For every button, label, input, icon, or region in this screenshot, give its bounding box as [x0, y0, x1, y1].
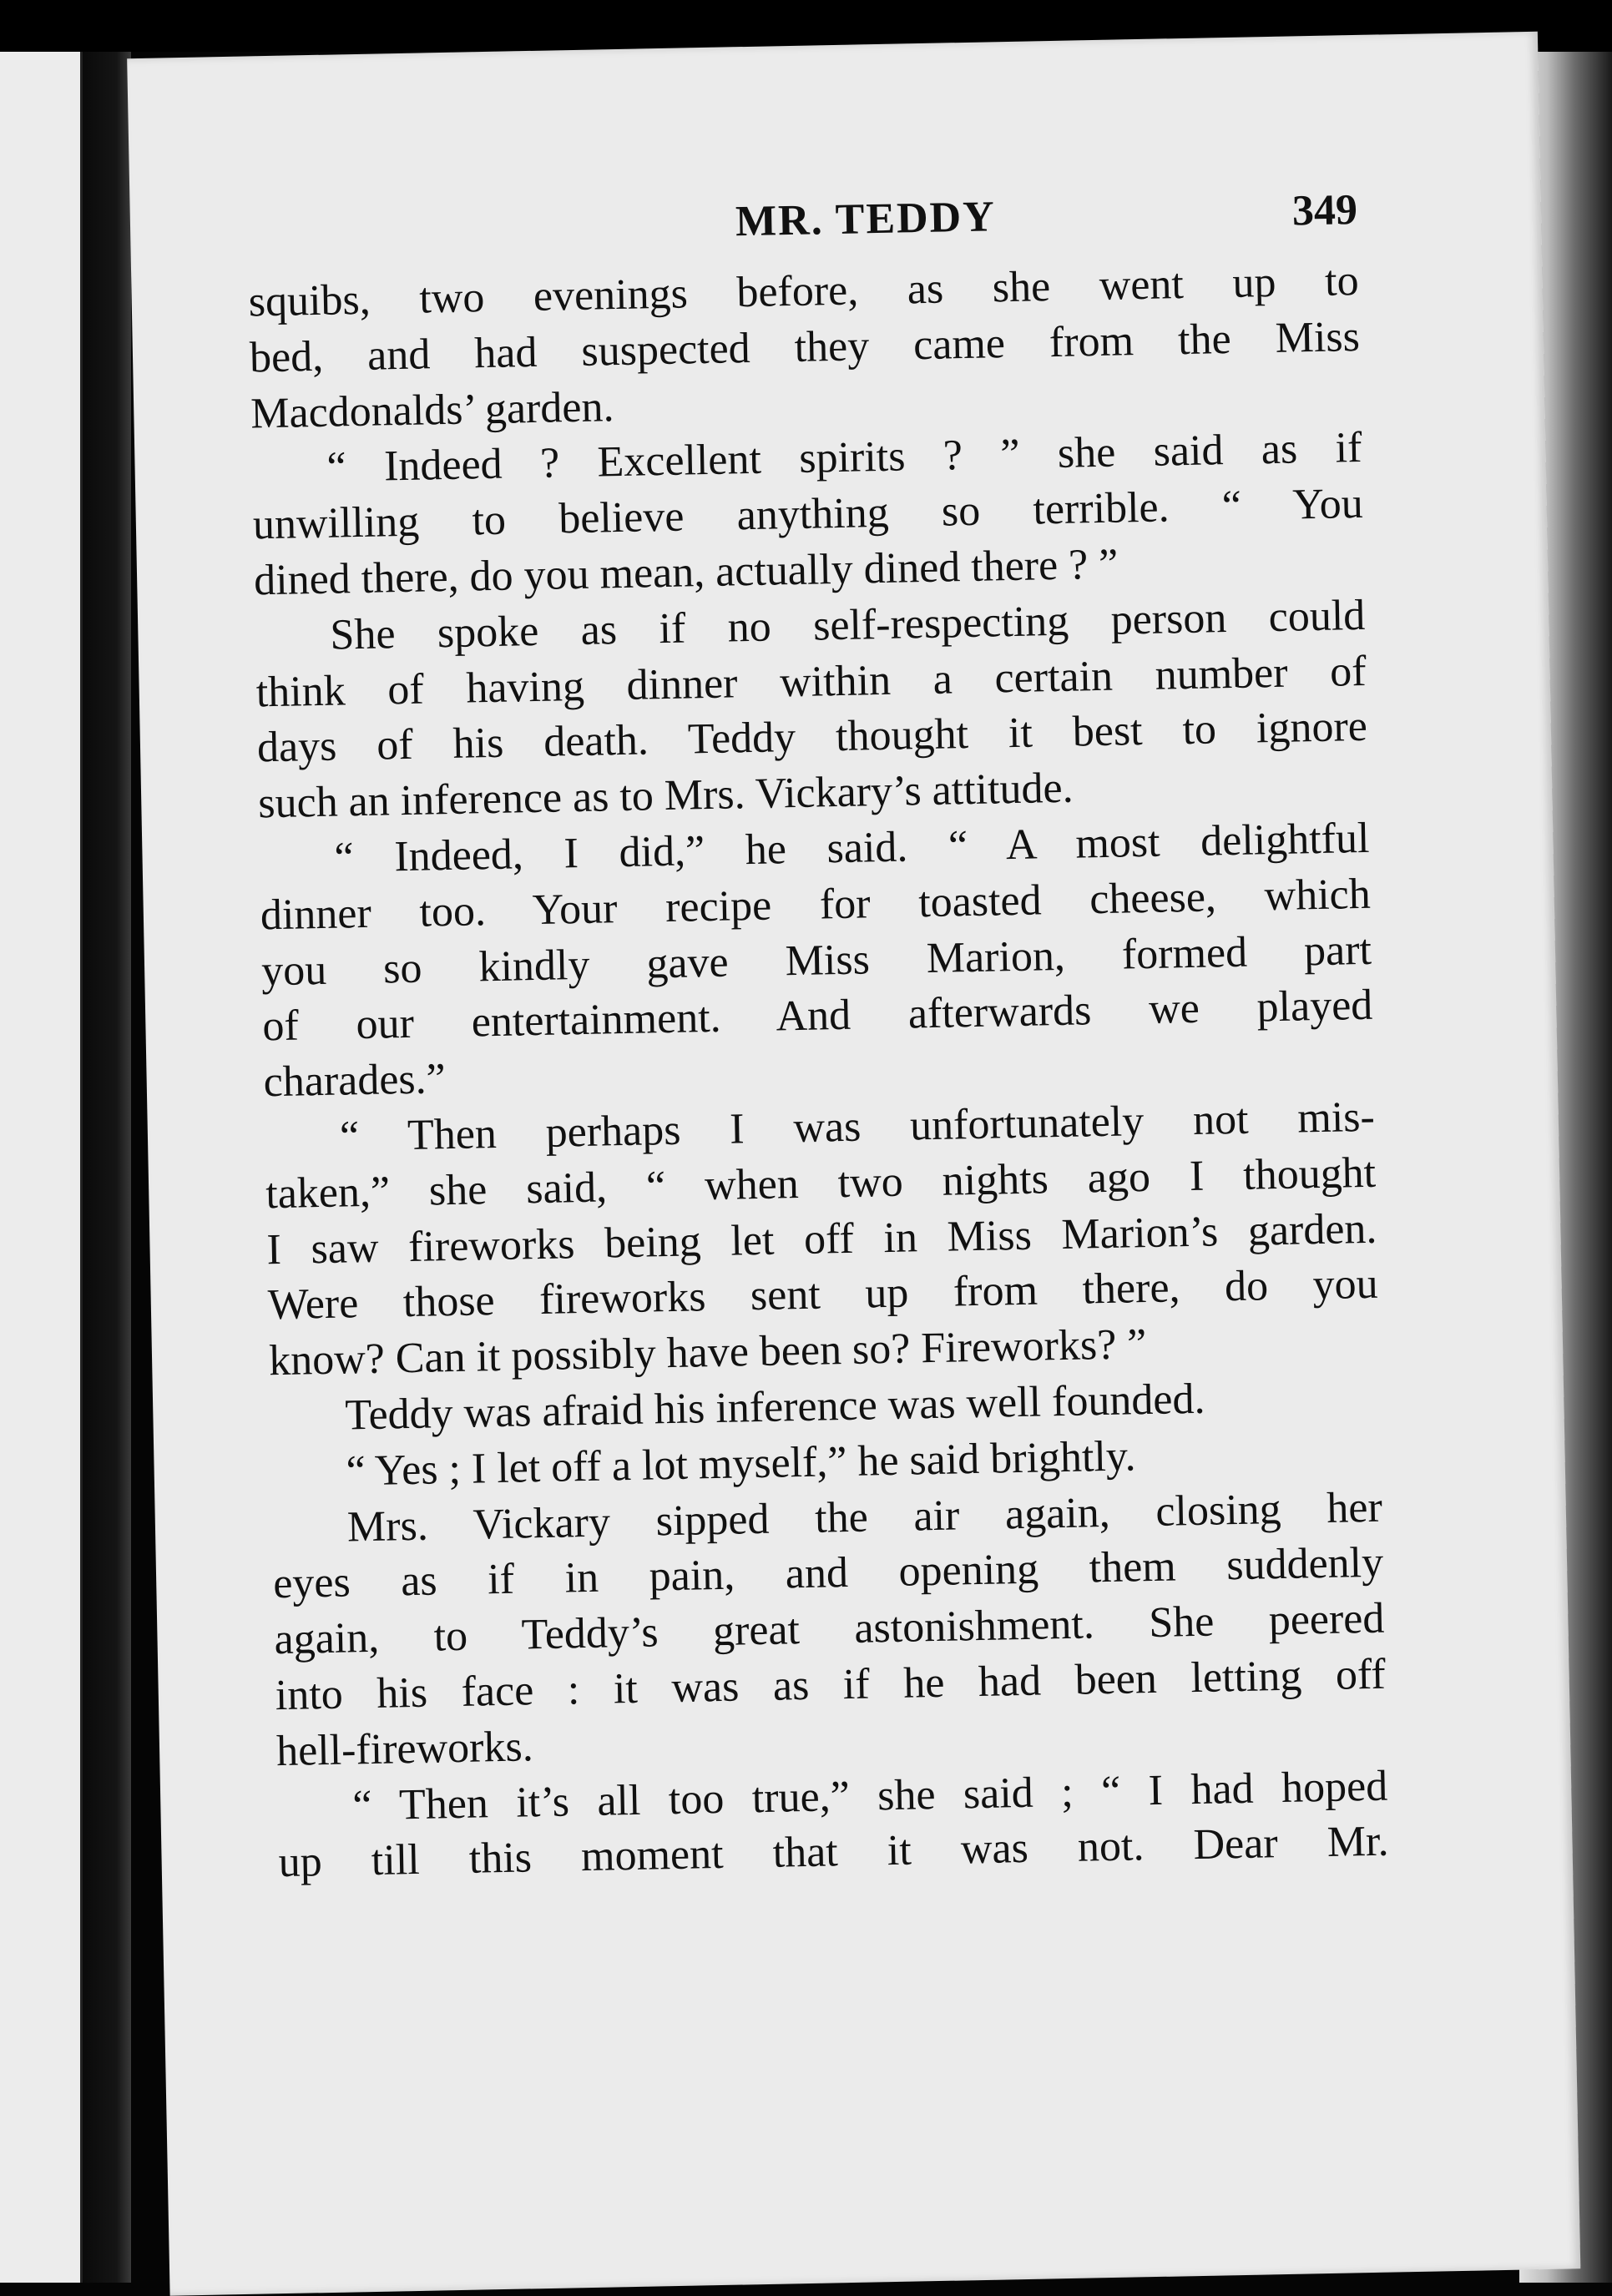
facing-page-edge	[0, 52, 83, 2283]
text-line: charades.”	[263, 1055, 447, 1107]
text-line: squibs, two evenings before, as she went up to	[248, 256, 1360, 326]
text-line: taken,” she said, “ when two nights ago I thought	[265, 1148, 1377, 1219]
text-line: I saw fireworks being let off in Miss Marion’s garden.	[266, 1204, 1377, 1274]
text-line: Teddy was afraid his inference was well founded.	[344, 1375, 1205, 1440]
text-line: “ Indeed ? Excellent spirits ? ” she said as if	[326, 424, 1362, 492]
text-line: of our entertainment. And afterwards we played	[261, 981, 1373, 1051]
text-line: up till this moment that it was not. Dear Mr.	[278, 1817, 1389, 1887]
text-line: know? Can it possibly have been so? Fireworks? ”	[268, 1320, 1147, 1385]
text-line: “ Yes ; I let off a lot myself,” he said brightly.	[346, 1432, 1137, 1496]
text-line: “ Indeed, I did,” he said. “ A most delightful	[334, 814, 1370, 882]
page-header	[247, 185, 1367, 265]
text-line: into his face : it was as if he had been letting off	[275, 1650, 1387, 1720]
text-line: such an inference as to Mrs. Vickary’s attitude.	[257, 764, 1074, 828]
text-line: Were those fireworks sent up from there, do you	[267, 1260, 1379, 1330]
text-line: think of having dinner within a certain number of	[255, 647, 1367, 716]
page-number: 349	[1291, 185, 1358, 235]
text-line: hell-fireworks.	[275, 1722, 534, 1775]
text-line: bed, and had suspected they came from the Miss	[249, 312, 1361, 382]
text-line: unwilling to believe anything so terrible. “ You	[252, 480, 1364, 549]
text-line: “ Then it’s all too true,” she said ; “ I had hoped	[351, 1762, 1388, 1829]
text-line: dined there, do you mean, actually dined there ? ”	[253, 540, 1119, 605]
text-line: you so kindly gave Miss Marion, formed part	[260, 926, 1372, 995]
text-line: again, to Teddy’s great astonishment. She peered	[274, 1594, 1385, 1664]
text-line: “ Then perhaps I was unfortunately not mis-	[339, 1092, 1376, 1161]
running-title: MR. TEDDY	[735, 193, 997, 246]
text-line: eyes as if in pain, and opening them suddenly	[272, 1538, 1384, 1608]
book-page	[127, 32, 1580, 2296]
body-text	[248, 254, 1389, 1891]
text-line: Macdonalds’ garden.	[250, 382, 614, 438]
text-line: days of his death. Teddy thought it best to ignore	[256, 703, 1368, 772]
text-line: dinner too. Your recipe for toasted cheese, which	[260, 870, 1372, 940]
text-line: She spoke as if no self-respecting person could	[329, 591, 1366, 659]
book-gutter	[83, 52, 131, 2283]
text-line: Mrs. Vickary sipped the air again, closing her	[346, 1483, 1383, 1552]
